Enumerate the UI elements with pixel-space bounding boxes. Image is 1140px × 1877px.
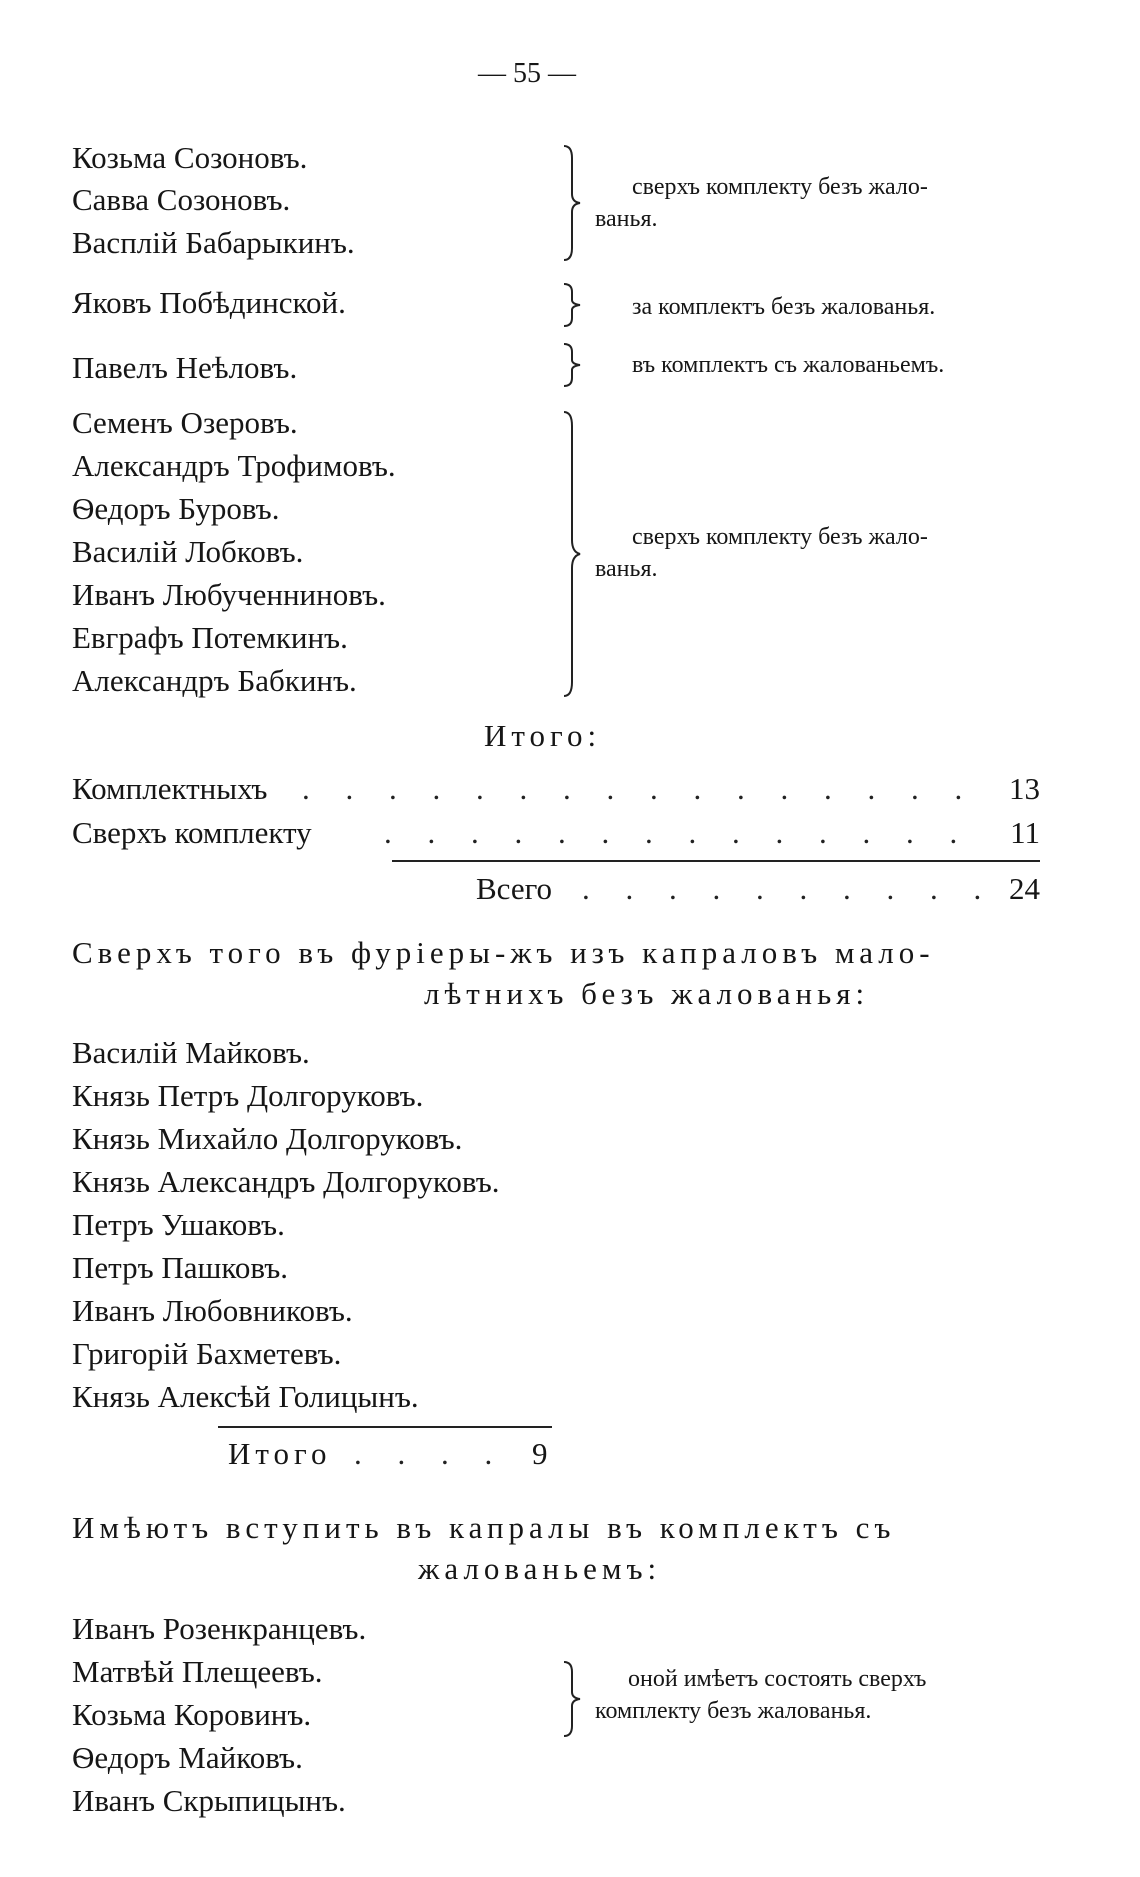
name-entry: Ѳедоръ Буровъ.	[72, 491, 280, 526]
leader-dots	[354, 1436, 524, 1472]
divider-rule	[218, 1426, 552, 1428]
group-note: оной имѣетъ состоять сверхъ	[628, 1666, 927, 1692]
totals-value: 11	[1010, 815, 1040, 850]
section-heading: жалованьемъ:	[418, 1551, 662, 1586]
group-note: въ комплектъ съ жалованьемъ.	[632, 352, 945, 378]
group-note: ванья.	[595, 556, 658, 582]
leader-dots	[302, 771, 972, 807]
name-entry: Василій Лобковъ.	[72, 534, 304, 569]
name-entry: Василій Майковъ.	[72, 1035, 310, 1070]
brace-icon	[560, 342, 586, 388]
totals-label: Сверхъ комплекту	[72, 815, 312, 850]
totals-label: Комплектныхъ	[72, 771, 268, 806]
section-heading: Имѣютъ вступить въ капралы въ комплектъ съ	[72, 1510, 896, 1545]
name-entry: Семенъ Озеровъ.	[72, 405, 298, 440]
name-entry: Князь Петръ Долгоруковъ.	[72, 1078, 424, 1113]
brace-icon	[560, 144, 586, 262]
name-entry: Александръ Бабкинъ.	[72, 663, 357, 698]
name-entry: Козьма Созоновъ.	[72, 140, 308, 175]
name-entry: Евграфъ Потемкинъ.	[72, 620, 348, 655]
name-entry: Григорій Бахметевъ.	[72, 1336, 342, 1371]
name-entry: Петръ Ушаковъ.	[72, 1207, 285, 1242]
name-entry: Ѳедоръ Майковъ.	[72, 1740, 303, 1775]
group-note: комплекту безъ жалованья.	[595, 1698, 872, 1724]
brace-icon	[560, 410, 586, 700]
brace-icon	[560, 282, 586, 328]
section-total-value: 9	[532, 1436, 548, 1471]
page-number: — 55 —	[478, 58, 576, 89]
name-entry: Петръ Пашковъ.	[72, 1250, 289, 1285]
name-entry: Савва Созоновъ.	[72, 182, 291, 217]
section-total-label: Итого	[228, 1436, 332, 1471]
brace-icon	[560, 1660, 586, 1738]
divider-rule	[392, 860, 1040, 862]
name-entry: Князь Александръ Долгоруковъ.	[72, 1164, 500, 1199]
grand-total-label: Всего	[476, 871, 553, 906]
name-entry: Иванъ Любученниновъ.	[72, 577, 386, 612]
name-entry: Князь Алексѣй Голицынъ.	[72, 1379, 419, 1414]
grand-total-value: 24	[1009, 871, 1040, 906]
name-entry: Матвѣй Плещеевъ.	[72, 1654, 323, 1689]
name-entry: Павелъ Неѣловъ.	[72, 350, 298, 385]
name-entry: Иванъ Любовниковъ.	[72, 1293, 353, 1328]
leader-dots	[384, 815, 972, 851]
name-entry: Яковъ Побѣдинской.	[72, 285, 346, 320]
section-heading: Сверхъ того въ фуріеры-жъ изъ капраловъ мало-	[72, 935, 935, 970]
totals-heading: Итого:	[484, 718, 602, 753]
group-note: за комплектъ безъ жалованья.	[632, 294, 936, 320]
name-entry: Иванъ Скрыпицынъ.	[72, 1783, 346, 1818]
group-note: сверхъ комплекту безъ жало-	[632, 174, 928, 200]
group-note: сверхъ комплекту безъ жало-	[632, 524, 928, 550]
leader-dots	[582, 871, 994, 907]
totals-value: 13	[1009, 771, 1040, 806]
name-entry: Козьма Коровинъ.	[72, 1697, 312, 1732]
name-entry: Александръ Трофимовъ.	[72, 448, 396, 483]
name-entry: Князь Михайло Долгоруковъ.	[72, 1121, 463, 1156]
section-heading: лѣтнихъ безъ жалованья:	[424, 976, 870, 1011]
name-entry: Васплій Бабарыкинъ.	[72, 225, 355, 260]
group-note: ванья.	[595, 206, 658, 232]
name-entry: Иванъ Розенкранцевъ.	[72, 1611, 367, 1646]
